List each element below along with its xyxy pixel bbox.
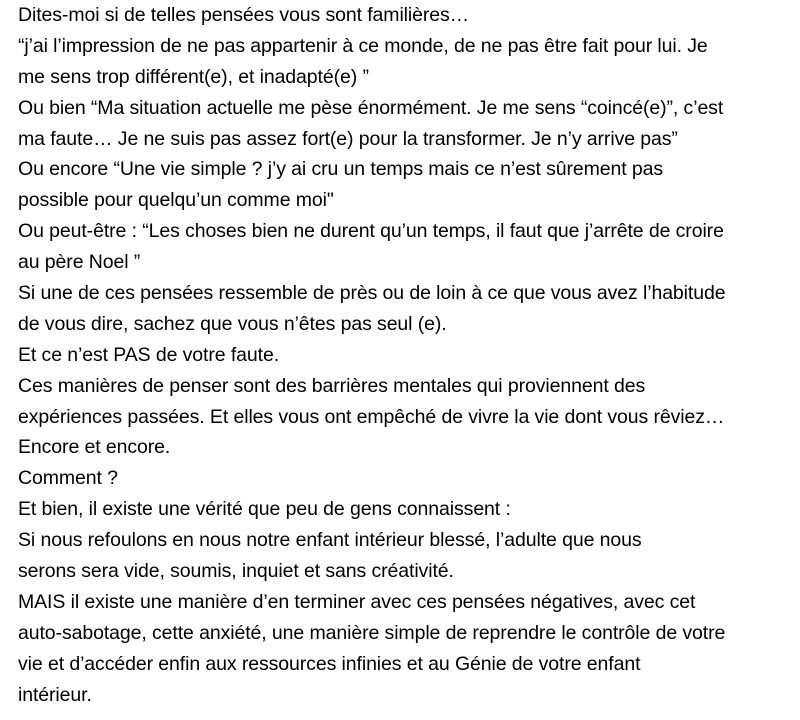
- text-line: au père Noel ”: [18, 251, 141, 274]
- text-line: auto-sabotage, cette anxiété, une manière simple de reprendre le contrôle de votre: [18, 621, 726, 644]
- text-line: possible pour quelqu’un comme moi": [18, 189, 334, 212]
- text-line: Si une de ces pensées ressemble de près ou de loin à ce que vous avez l’habitude: [18, 282, 726, 305]
- text-line: me sens trop différent(e), et inadapté(e) ”: [18, 65, 369, 88]
- text-line: Ou bien “Ma situation actuelle me pèse énormément. Je me sens “coincé(e)”, c’est: [18, 96, 724, 119]
- text-line: Ces manières de penser sont des barrières mentales qui proviennent des: [18, 374, 646, 397]
- text-line: Ou peut-être : “Les choses bien ne durent qu’un temps, il faut que j’arrête de croire: [18, 220, 724, 243]
- text-line: Encore et encore.: [18, 436, 171, 459]
- text-line: Si nous refoulons en nous notre enfant intérieur blessé, l’adulte que nous: [18, 529, 642, 552]
- document-body: [18, 0, 793, 710]
- text-line: vie et d’accéder enfin aux ressources infinies et au Génie de votre enfant: [18, 652, 641, 675]
- text-line: Comment ?: [18, 467, 118, 490]
- text-line: Et ce n’est PAS de votre faute.: [18, 343, 280, 366]
- text-line: de vous dire, sachez que vous n’êtes pas seul (e).: [18, 312, 447, 335]
- text-line: intérieur.: [18, 683, 92, 706]
- text-line: “j’ai l’impression de ne pas appartenir à ce monde, de ne pas être fait pour lui. Je: [18, 34, 708, 57]
- text-line: MAIS il existe une manière d’en terminer avec ces pensées négatives, avec cet: [18, 590, 696, 613]
- text-line: serons sera vide, soumis, inquiet et sans créativité.: [18, 560, 454, 583]
- text-line: expériences passées. Et elles vous ont empêché de vivre la vie dont vous rêviez…: [18, 405, 725, 428]
- text-line: Et bien, il existe une vérité que peu de gens connaissent :: [18, 498, 511, 521]
- text-line: Dites-moi si de telles pensées vous sont familières…: [18, 4, 470, 26]
- text-line: Ou encore “Une vie simple ? j’y ai cru un temps mais ce n’est sûrement pas: [18, 158, 664, 181]
- text-line: ma faute… Je ne suis pas assez fort(e) pour la transformer. Je n’y arrive pas”: [18, 127, 678, 150]
